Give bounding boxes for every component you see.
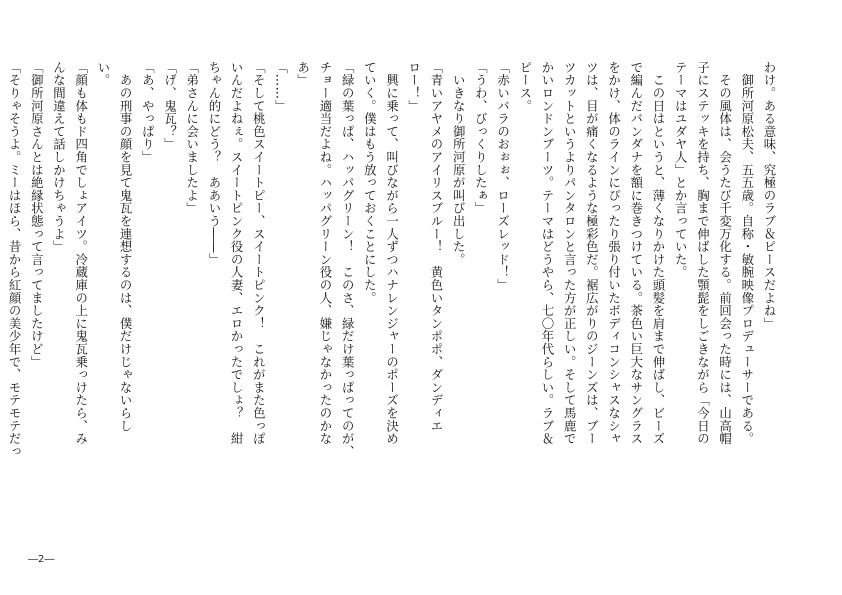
text-column: をかけ、体のラインにぴったり張り付いたボディコンシャスなシャ (606, 61, 622, 445)
text-column: あ」 (295, 61, 311, 87)
text-column: 「そりゃそうよ。ミーはほら、昔から紅顔の美少年で、モテモテだっ (7, 61, 23, 458)
text-column: 「顔も体もド四角でしょアイツ。冷蔵庫の上に鬼瓦乗っけたら、み (73, 61, 89, 445)
text-column: 「うわ、びっくりしたぁ」 (473, 61, 489, 215)
text-column: わけ。ある意味、究極のラブ＆ピースだよね」 (762, 61, 777, 330)
text-column: 子にステッキを持ち、胸まで伸ばした顎髭をしごきながら「今日の (695, 61, 711, 445)
text-column: 「緑の葉っぱ、ハッパグリーン！ このさ、緑だけ葉っぱってのが、 (340, 61, 356, 458)
text-column: その風体は、会うたび千変万化する。前回会った時には、山高帽 (717, 61, 733, 445)
text-column: いきなり御所河原が叫び出した。 (451, 61, 467, 266)
text-column: で編んだバンダナを額に巻きつけている。茶色い巨大なサングラス (628, 61, 644, 445)
text-column: いんだよねぇ。スイートピンク役の人妻、エロかったでしょ？ 紺 (229, 61, 245, 445)
text-column: い。 (95, 61, 111, 87)
text-column: ていく。僕はもう放っておくことにした。 (362, 61, 378, 305)
text-column: 御所河原松夫、五五歳。自称・敏腕映像プロデューサーである。 (739, 61, 755, 445)
text-column: ピース。 (517, 61, 533, 113)
text-column: 「御所河原さんとは絶縁状態って言ってましたけど」 (29, 61, 45, 369)
text-column: んな間違えて話しかけちゃうよ」 (51, 61, 67, 253)
text-column: 興に乗って、叫びながら一人ずつハナレンジャーのポーズを決め (384, 61, 400, 445)
vertical-text-body (0, 61, 780, 539)
text-column: ロー！」 (406, 61, 422, 113)
text-column: この日はというと、薄くなりかけた頭髪を肩まで伸ばし、ビーズ (650, 61, 666, 445)
text-column: 「げ、鬼瓦？」 (162, 61, 178, 151)
text-column: 「そして桃色スイートピー、スイートピンク！ これがまた色っぽ (251, 61, 267, 445)
text-column: チョー適当だよね。ハッパグリーン役の人、嫌じゃなかったのかな (317, 61, 333, 445)
text-column: テーマはユダヤ人」とか言っていた。 (673, 61, 689, 279)
text-column: ツカットというよりパンタロンと言った方が正しい。そして馬鹿で (562, 61, 578, 445)
text-column: かいロンドンブーツ。テーマはどうやら、七〇年代らしい。ラブ＆ (539, 61, 555, 445)
text-column: 「あ、やっぱり」 (140, 61, 156, 164)
text-column: 「弟さんに会いましたよ」 (184, 61, 200, 215)
text-column: ちゃん的にどう？ ああいう――」 (206, 61, 222, 266)
page-number: ―2― (28, 554, 55, 565)
text-column: あの刑事の顔を見て鬼瓦を連想するのは、僕だけじゃないらし (118, 61, 134, 433)
text-column: 「赤いバラのおぉぉ、ローズレッド！」 (495, 61, 511, 292)
text-column: ツは、目が痛くなるような極彩色だ。裾広がりのジーンズは、ブー (584, 61, 600, 445)
text-column: 「……」 (273, 61, 289, 113)
text-column: 「青いアヤメのアイリスブルー！ 黄色いタンポポ、ダンディエ (428, 61, 444, 433)
